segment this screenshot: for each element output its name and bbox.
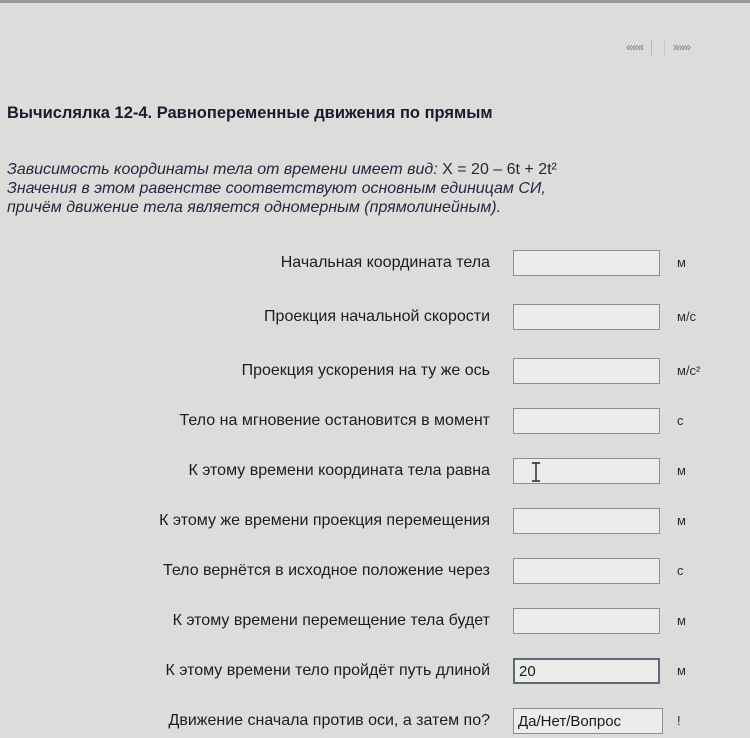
- initial-coordinate-input[interactable]: [513, 250, 660, 276]
- field-label: Тело на мгновение остановится в момент: [179, 412, 490, 429]
- field-label: К этому времени тело пройдёт путь длиной: [165, 662, 490, 679]
- field-label: К этому времени перемещение тела будет: [172, 612, 490, 629]
- page-navigation: [626, 38, 690, 56]
- unit-label: м/с: [677, 309, 697, 324]
- row-coordinate-at-stop: [0, 456, 750, 486]
- row-displacement-at-stop: [0, 506, 750, 536]
- field-label: Движение сначала против оси, а затем по?: [168, 712, 490, 729]
- unit-label: с: [677, 413, 684, 428]
- field-label: Проекция ускорения на ту же ось: [241, 362, 490, 379]
- motion-formula: X = 20 – 6t + 2t²: [442, 161, 557, 178]
- top-divider: [0, 0, 750, 3]
- problem-description: [7, 160, 742, 217]
- field-label: Начальная координата тела: [280, 254, 490, 271]
- field-label: К этому же времени проекция перемещения: [159, 512, 490, 529]
- next-page-link[interactable]: »»»: [673, 40, 691, 54]
- path-length-input[interactable]: [513, 658, 660, 684]
- ibeam-cursor-icon: [530, 462, 542, 482]
- direction-answer-input[interactable]: [513, 708, 663, 734]
- row-stop-time: [0, 406, 750, 436]
- row-displacement-at-return: [0, 606, 750, 636]
- nav-divider: [664, 39, 665, 55]
- prev-page-link[interactable]: «««: [626, 40, 644, 54]
- unit-label: м: [677, 663, 686, 678]
- return-time-input[interactable]: [513, 558, 660, 584]
- displacement-at-stop-input[interactable]: [513, 508, 660, 534]
- row-initial-velocity: [0, 302, 750, 332]
- description-text: Зависимость координаты тела от времени имеет вид:: [7, 161, 438, 178]
- row-acceleration: [0, 356, 750, 386]
- page-title: Вычислялка 12-4. Равнопеременные движения по прямым: [7, 104, 493, 122]
- field-label: Тело вернётся в исходное положение через: [162, 562, 490, 579]
- row-return-time: [0, 556, 750, 586]
- field-label: Проекция начальной скорости: [264, 308, 490, 325]
- unit-label: с: [677, 563, 684, 578]
- field-label: К этому времени координата тела равна: [188, 462, 490, 479]
- displacement-at-return-input[interactable]: [513, 608, 660, 634]
- nav-divider: [651, 39, 652, 55]
- row-initial-coordinate: [0, 248, 750, 278]
- initial-velocity-input[interactable]: [513, 304, 660, 330]
- row-direction-question: [0, 706, 750, 736]
- unit-label: м/с²: [677, 363, 701, 378]
- description-line: Значения в этом равенстве соответствуют основным единицам СИ,: [7, 180, 546, 197]
- row-path-length: [0, 656, 750, 686]
- description-line: причём движение тела является одномерным (прямолинейным).: [7, 199, 502, 216]
- unit-label: м: [677, 255, 686, 270]
- stop-time-input[interactable]: [513, 408, 660, 434]
- unit-label: м: [677, 513, 686, 528]
- unit-label: м: [677, 463, 686, 478]
- unit-label: м: [677, 613, 686, 628]
- exclamation-mark: !: [677, 713, 681, 728]
- description-line: [7, 160, 742, 179]
- acceleration-input[interactable]: [513, 358, 660, 384]
